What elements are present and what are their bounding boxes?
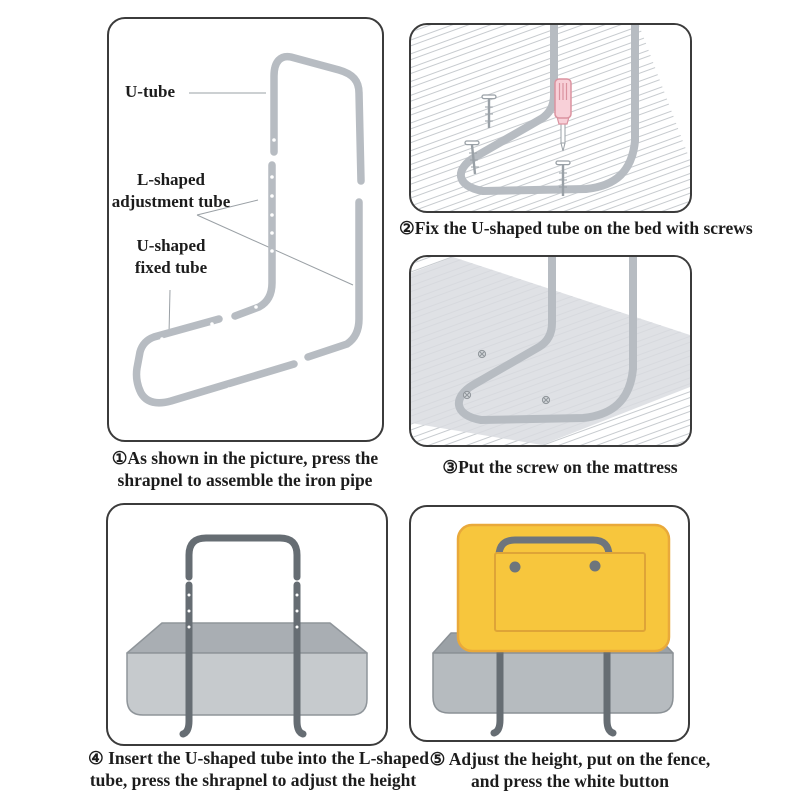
fence-shape xyxy=(458,525,669,651)
insert-tube-illustration xyxy=(108,505,386,744)
caption-step-5: ⑤ Adjust the height, put on the fence, and press the white button xyxy=(429,749,711,791)
leader-lines xyxy=(169,93,353,334)
panel-screw-on-mattress xyxy=(409,255,692,447)
l-adjustment-tube-shape xyxy=(235,165,359,357)
fence-illustration xyxy=(411,507,688,740)
caption-step-2: ②Fix the U-shaped tube on the bed with screws xyxy=(399,218,753,238)
caption-step-1: ①As shown in the picture, press the shrapnel to assemble the iron pipe xyxy=(111,448,379,490)
panel-insert-tube xyxy=(106,503,388,746)
label-u-tube: U-tube xyxy=(125,82,176,101)
panel-fix-with-screws xyxy=(409,23,692,213)
u-tube-shape xyxy=(274,57,361,181)
mattress-shape xyxy=(127,623,367,715)
u-fixed-tube-shape xyxy=(137,319,295,403)
panel-adjust-fence xyxy=(409,505,690,742)
round-button-dot xyxy=(590,561,601,572)
fix-screws-illustration xyxy=(411,25,690,211)
label-l-shaped-adjustment-tube: L-shaped adjustment tube xyxy=(111,170,231,211)
caption-step-3: ③Put the screw on the mattress xyxy=(442,457,678,477)
panel-parts-diagram xyxy=(107,17,384,442)
caption-step-4: ④ Insert the U-shaped tube into the L-shaped tube, press the shrapnel to adjust the height xyxy=(88,748,429,790)
mattress-screw-illustration xyxy=(411,257,690,445)
label-u-shaped-fixed-tube: U-shaped fixed tube xyxy=(134,236,208,277)
round-button-dot xyxy=(510,562,521,573)
